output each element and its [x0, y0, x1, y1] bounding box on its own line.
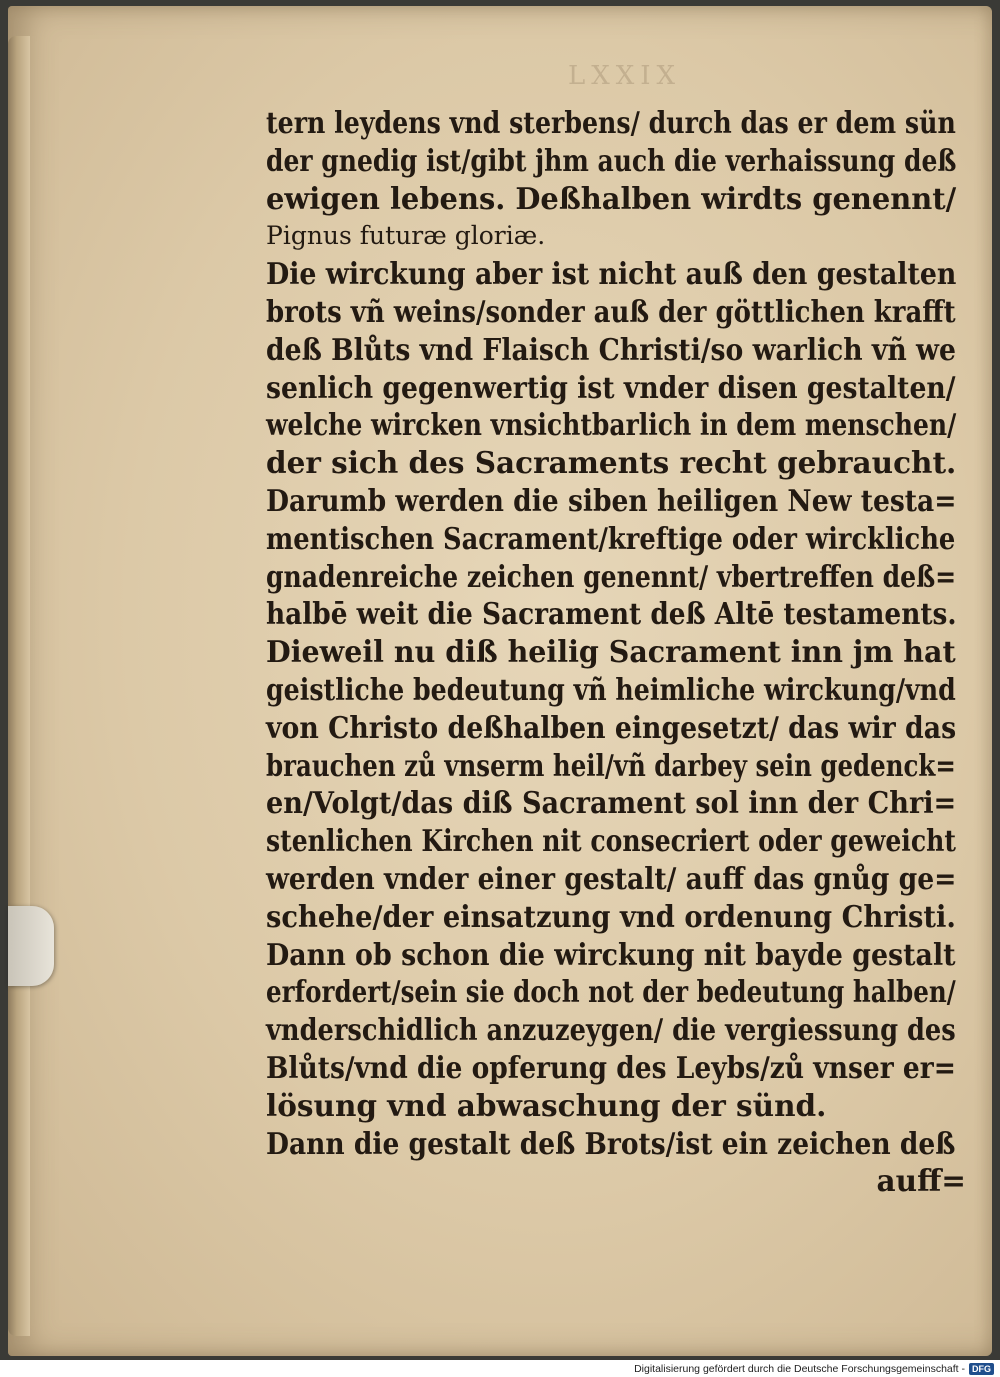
- page-clip: [8, 906, 54, 986]
- text-line: brots vñ weins/sonder auß der göttlichen krafft: [266, 293, 956, 329]
- page-gutter-edge: [8, 36, 30, 1336]
- text-line: Dann ob schon die wirckung nit bayde gestalt: [266, 936, 956, 972]
- text-line: auff=: [876, 1163, 966, 1199]
- text-line: welche wircken vnsichtbarlich in dem menschen/: [266, 407, 957, 443]
- text-line: schehe/der einsatzung vnd ordenung Christi.: [266, 898, 956, 934]
- text-line: brauchen zů vnserm heil/vñ darbey sein gedenck=: [266, 747, 956, 783]
- text-line: werden vnder einer gestalt/ auff das gnůg ge=: [266, 860, 957, 896]
- text-line: stenlichen Kirchen nit consecriert oder geweicht: [266, 823, 956, 859]
- text-line: gnadenreiche zeichen genennt/ vbertreffen deß=: [266, 558, 957, 594]
- text-line: ewigen lebens. Deßhalben wirdts genennt/: [266, 180, 957, 216]
- book-page: [8, 6, 992, 1356]
- text-line: Dann die gestalt deß Brots/ist ein zeichen deß: [266, 1125, 956, 1161]
- text-line: erfordert/sein sie doch not der bedeutung halben/: [266, 974, 956, 1010]
- text-line: en/Volgt/das diß Sacrament sol inn der Chri=: [266, 785, 957, 821]
- footer-bar: [0, 1360, 1000, 1377]
- footer-credit: Digitalisierung gefördert durch die Deutsche Forschungsgemeinschaft -: [634, 1362, 965, 1375]
- text-line: mentischen Sacrament/kreftige oder wirckliche: [266, 520, 956, 556]
- text-line: halbē weit die Sacrament deß Altē testaments.: [266, 596, 957, 632]
- text-line: deß Blůts vnd Flaisch Christi/so warlich vñ we: [266, 331, 956, 367]
- text-line: Blůts/vnd die opferung des Leybs/zů vnser er=: [266, 1049, 956, 1085]
- text-block: [266, 104, 966, 1200]
- text-line: Dieweil nu diß heilig Sacrament inn jm hat: [266, 634, 956, 670]
- text-line: Pignus futuræ gloriæ.: [266, 221, 546, 251]
- bleed-through-folio: LXXIX: [568, 61, 682, 91]
- text-line: der gnedig ist/gibt jhm auch die verhaissung deß: [266, 142, 957, 178]
- text-line: von Christo deßhalben eingesetzt/ das wir das: [266, 709, 957, 745]
- text-line: senlich gegenwertig ist vnder disen gestalten/: [266, 369, 956, 405]
- text-line: Die wirckung aber ist nicht auß den gestalten: [266, 256, 957, 292]
- dfg-logo: DFG: [969, 1363, 994, 1375]
- text-line: lösung vnd abwaschung der sünd.: [266, 1087, 827, 1123]
- text-line: Darumb werden die siben heiligen New testa=: [266, 482, 957, 518]
- text-line: tern leydens vnd sterbens/ durch das er dem sün: [266, 105, 956, 140]
- text-line: geistliche bedeutung vñ heimliche wirckung/vnd: [266, 671, 956, 707]
- text-line: der sich des Sacraments recht gebraucht.: [266, 445, 957, 481]
- text-line: vnderschidlich anzuzeygen/ die vergiessung des: [266, 1012, 956, 1048]
